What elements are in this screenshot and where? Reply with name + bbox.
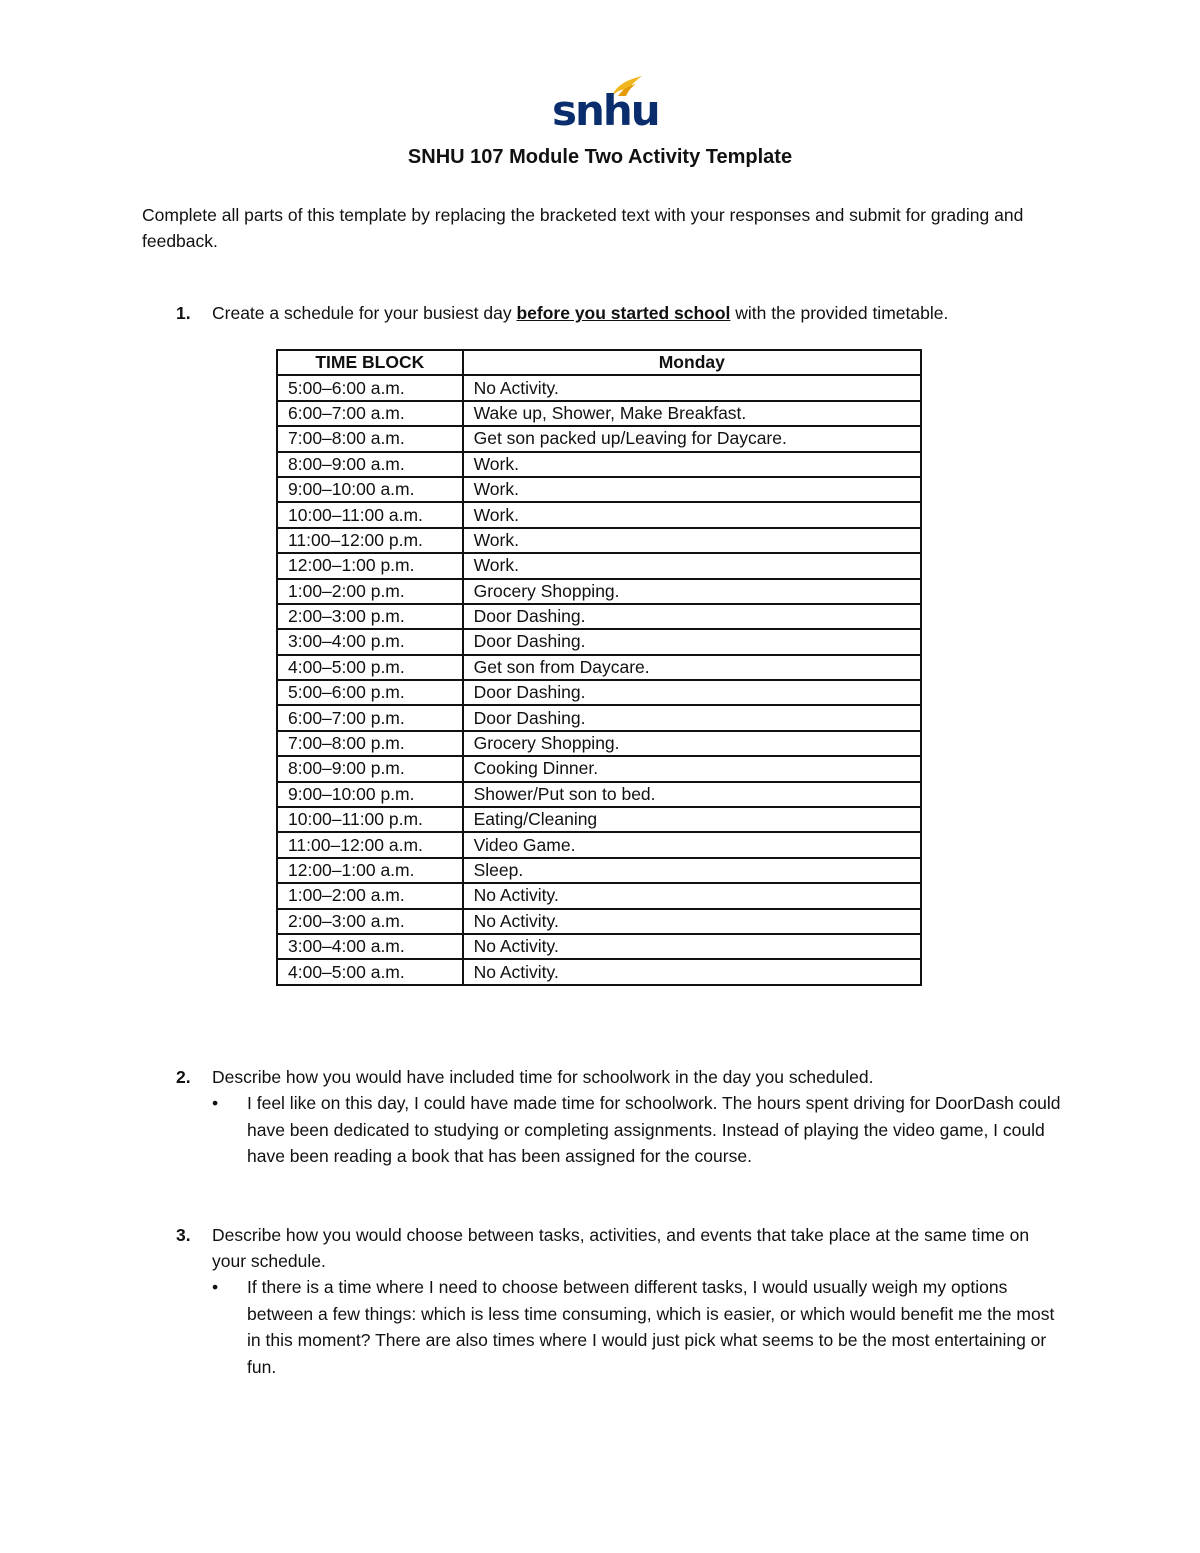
- activity-cell: Grocery Shopping.: [463, 579, 921, 604]
- table-row: [277, 858, 921, 883]
- time-block-cell: 6:00–7:00 a.m.: [277, 401, 463, 426]
- activity-cell: No Activity.: [463, 934, 921, 959]
- question-text: Describe how you would choose between tasks, activities, and events that take place at the same time on your schedule.: [212, 1225, 1030, 1271]
- table-row: [277, 477, 921, 502]
- schedule-table: [276, 349, 922, 986]
- bullet-icon: •: [212, 1277, 219, 1297]
- question-number: 2.: [176, 1067, 191, 1087]
- table-row: [277, 731, 921, 756]
- time-block-cell: 12:00–1:00 a.m.: [277, 858, 463, 883]
- question-number: 3.: [176, 1225, 191, 1245]
- activity-cell: Grocery Shopping.: [463, 731, 921, 756]
- table-row: [277, 705, 921, 730]
- activity-cell: Work.: [463, 528, 921, 553]
- time-block-cell: 10:00–11:00 a.m.: [277, 502, 463, 527]
- activity-cell: Work.: [463, 502, 921, 527]
- time-block-cell: 7:00–8:00 p.m.: [277, 731, 463, 756]
- snhu-logo: [552, 74, 659, 135]
- time-block-cell: 5:00–6:00 a.m.: [277, 375, 463, 400]
- table-row: [277, 528, 921, 553]
- table-row: [277, 832, 921, 857]
- activity-cell: No Activity.: [463, 375, 921, 400]
- activity-cell: Eating/Cleaning: [463, 807, 921, 832]
- time-block-cell: 3:00–4:00 a.m.: [277, 934, 463, 959]
- time-block-cell: 1:00–2:00 a.m.: [277, 883, 463, 908]
- activity-cell: Shower/Put son to bed.: [463, 782, 921, 807]
- column-header-monday: Monday: [463, 350, 921, 375]
- time-block-cell: 4:00–5:00 a.m.: [277, 959, 463, 984]
- activity-cell: Sleep.: [463, 858, 921, 883]
- table-row: [277, 401, 921, 426]
- time-block-cell: 12:00–1:00 p.m.: [277, 553, 463, 578]
- table-row: [277, 452, 921, 477]
- time-block-cell: 1:00–2:00 p.m.: [277, 579, 463, 604]
- activity-cell: No Activity.: [463, 909, 921, 934]
- activity-cell: Cooking Dinner.: [463, 756, 921, 781]
- intro-paragraph: Complete all parts of this template by replacing the bracketed text with your responses and submit for grading and feedback.: [142, 205, 1024, 251]
- activity-cell: Door Dashing.: [463, 604, 921, 629]
- table-row: [277, 959, 921, 984]
- activity-cell: No Activity.: [463, 959, 921, 984]
- time-block-cell: 8:00–9:00 a.m.: [277, 452, 463, 477]
- table-row: [277, 934, 921, 959]
- table-row: [277, 909, 921, 934]
- table-header-row: [277, 350, 921, 375]
- activity-cell: Work.: [463, 452, 921, 477]
- time-block-cell: 9:00–10:00 a.m.: [277, 477, 463, 502]
- answer-text: I feel like on this day, I could have made time for schoolwork. The hours spent driving for DoorDash could have been dedicated to studying or completing assignments. Instead of playing the video game, I could have been reading a book that has been assigned for the course.: [247, 1093, 1061, 1166]
- time-block-cell: 7:00–8:00 a.m.: [277, 426, 463, 451]
- time-block-cell: 2:00–3:00 p.m.: [277, 604, 463, 629]
- table-row: [277, 604, 921, 629]
- table-row: [277, 680, 921, 705]
- column-header-time-block: TIME BLOCK: [277, 350, 463, 375]
- table-row: [277, 629, 921, 654]
- bullet-icon: •: [212, 1093, 219, 1113]
- table-row: [277, 579, 921, 604]
- activity-cell: Door Dashing.: [463, 680, 921, 705]
- time-block-cell: 11:00–12:00 a.m.: [277, 832, 463, 857]
- logo-wordmark: snhu: [552, 86, 659, 135]
- activity-cell: Work.: [463, 553, 921, 578]
- emphasis-text: before you started school: [516, 303, 731, 323]
- activity-cell: Wake up, Shower, Make Breakfast.: [463, 401, 921, 426]
- time-block-cell: 2:00–3:00 a.m.: [277, 909, 463, 934]
- activity-cell: No Activity.: [463, 883, 921, 908]
- time-block-cell: 11:00–12:00 p.m.: [277, 528, 463, 553]
- time-block-cell: 4:00–5:00 p.m.: [277, 655, 463, 680]
- table-row: [277, 756, 921, 781]
- question-text: Create a schedule for your busiest day before you started school with the provided timetable.: [212, 303, 949, 323]
- question-number: 1.: [176, 303, 191, 323]
- answer-text: If there is a time where I need to choose between different tasks, I would usually weigh my options between a few things: which is less time consuming, which is easier, or which would benefit me the most in this moment? There are also times where I would just pick what seems to be the most entertaining or fun.: [247, 1277, 1055, 1377]
- question-text: Describe how you would have included time for schoolwork in the day you scheduled.: [212, 1067, 874, 1087]
- table-row: [277, 782, 921, 807]
- time-block-cell: 9:00–10:00 p.m.: [277, 782, 463, 807]
- time-block-cell: 10:00–11:00 p.m.: [277, 807, 463, 832]
- table-row: [277, 426, 921, 451]
- table-row: [277, 883, 921, 908]
- activity-cell: Video Game.: [463, 832, 921, 857]
- table-row: [277, 553, 921, 578]
- table-row: [277, 655, 921, 680]
- activity-cell: Get son from Daycare.: [463, 655, 921, 680]
- page-title: SNHU 107 Module Two Activity Template: [407, 146, 793, 168]
- time-block-cell: 3:00–4:00 p.m.: [277, 629, 463, 654]
- time-block-cell: 6:00–7:00 p.m.: [277, 705, 463, 730]
- activity-cell: Get son packed up/Leaving for Daycare.: [463, 426, 921, 451]
- table-row: [277, 807, 921, 832]
- activity-cell: Door Dashing.: [463, 705, 921, 730]
- time-block-cell: 8:00–9:00 p.m.: [277, 756, 463, 781]
- activity-cell: Work.: [463, 477, 921, 502]
- table-row: [277, 502, 921, 527]
- activity-cell: Door Dashing.: [463, 629, 921, 654]
- time-block-cell: 5:00–6:00 p.m.: [277, 680, 463, 705]
- table-row: [277, 375, 921, 400]
